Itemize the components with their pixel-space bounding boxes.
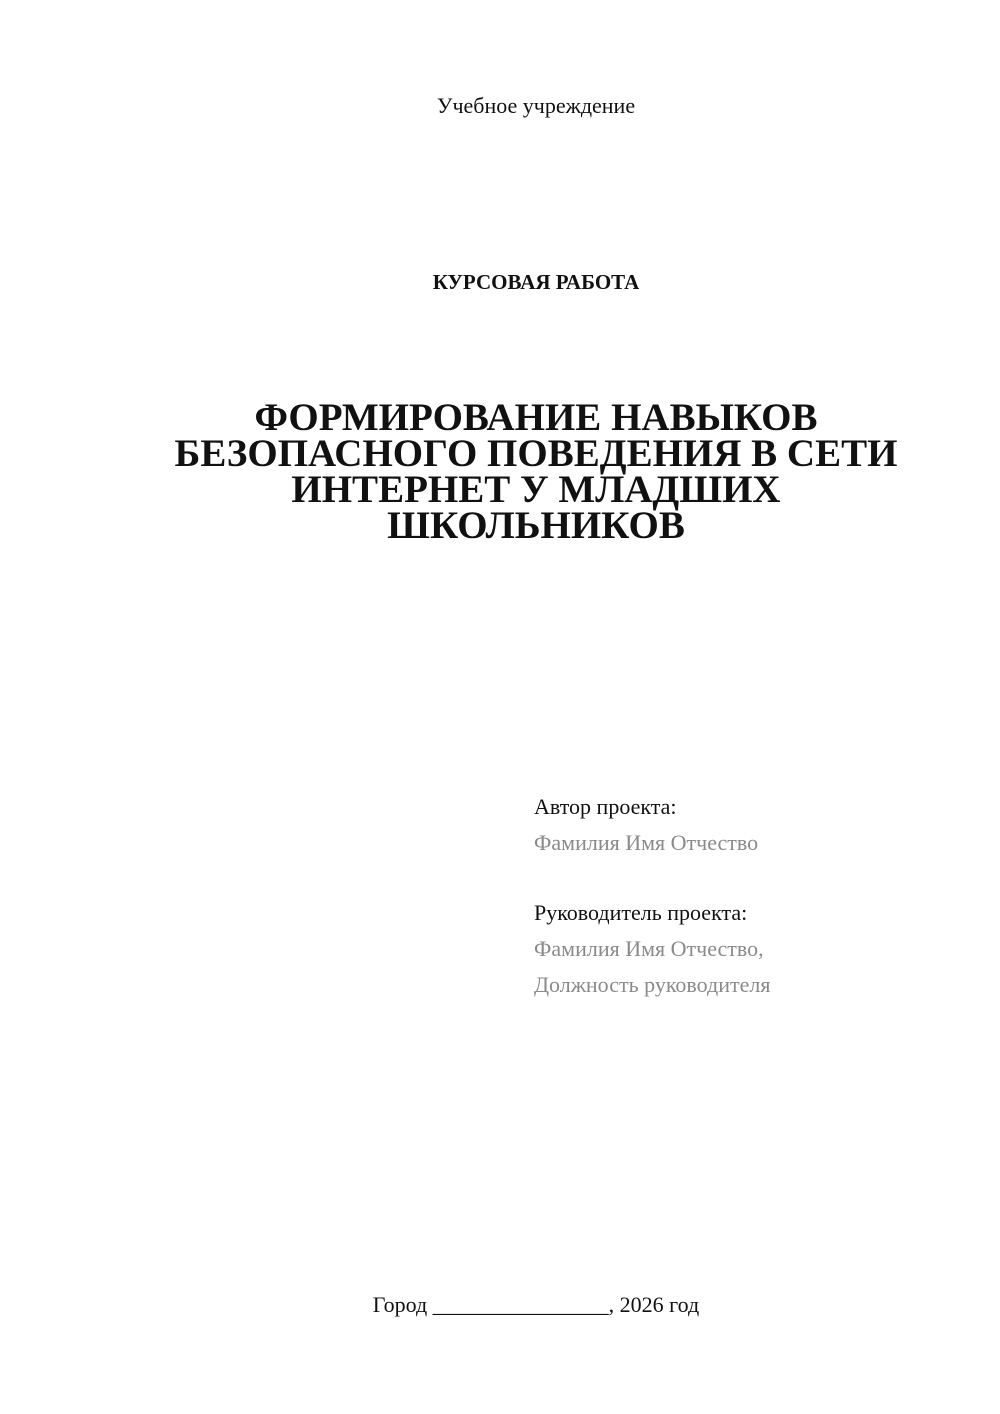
supervisor-label: Руководитель проекта: [534, 900, 748, 925]
work-title-line: ИНТЕРНЕТ У МЛАДШИХ [291, 468, 781, 511]
work-title-line: ШКОЛЬНИКОВ [387, 504, 685, 547]
work-title-line: БЕЗОПАСНОГО ПОВЕДЕНИЯ В СЕТИ [174, 432, 898, 475]
institution-name: Учебное учреждение [436, 93, 636, 118]
supervisor-position: Должность руководителя [534, 972, 771, 997]
author-label: Автор проекта: [534, 794, 677, 819]
work-title-line: ФОРМИРОВАНИЕ НАВЫКОВ [254, 396, 818, 439]
work-title [150, 396, 922, 547]
supervisor-name: Фамилия Имя Отчество, [534, 936, 764, 961]
info-spacer [534, 861, 954, 895]
work-type-heading: КУРСОВАЯ РАБОТА [432, 270, 640, 294]
author-name: Фамилия Имя Отчество [534, 830, 759, 855]
city-year-line: Город ________________, 2026 год [372, 1292, 700, 1317]
project-info-block [534, 789, 954, 1003]
